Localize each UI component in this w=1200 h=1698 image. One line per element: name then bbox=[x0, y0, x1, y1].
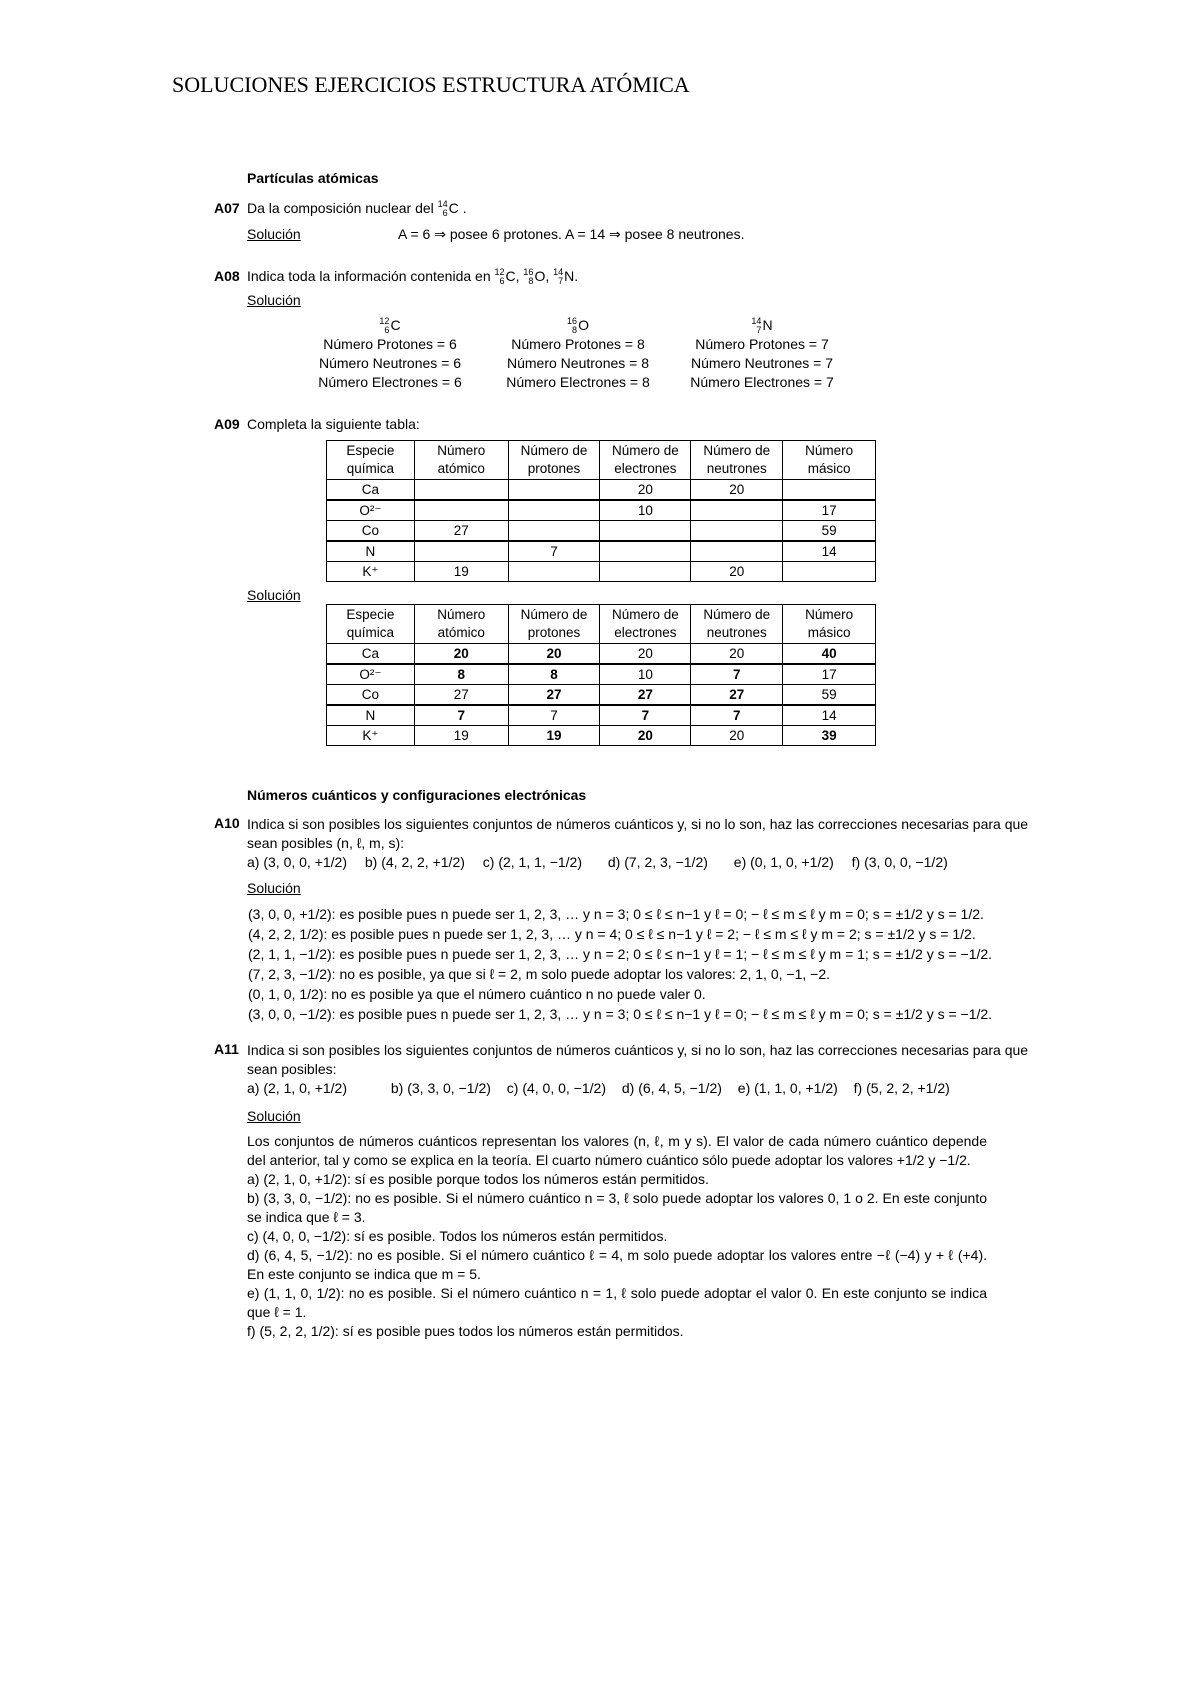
table-cell: 7 bbox=[508, 541, 600, 562]
table-cell bbox=[508, 480, 600, 501]
table-row bbox=[327, 541, 876, 562]
table-cell bbox=[414, 500, 508, 521]
table-cell: 19 bbox=[414, 726, 508, 746]
a09-question: Completa la siguiente tabla: bbox=[247, 416, 420, 432]
a10-question-line2: sean posibles (n, ℓ, m, s): bbox=[247, 835, 405, 851]
nuclide-notation: 14 6 bbox=[437, 199, 448, 219]
a08-question: Indica toda la información contenida en 12 6 C, 16 8 O, 14 7 N. bbox=[247, 267, 579, 287]
a10-option: e) (0, 1, 0, +1/2) bbox=[733, 854, 834, 870]
a08-solution-label: Solución bbox=[247, 292, 301, 308]
exercise-label-a07: A07 bbox=[214, 200, 240, 216]
a10-option: c) (2, 1, 1, −1/2) bbox=[482, 854, 582, 870]
a11-question-line2: sean posibles: bbox=[247, 1061, 337, 1077]
table-header-cell: Número atómico bbox=[414, 441, 508, 480]
a07-question: Da la composición nuclear del 14 6 C . bbox=[247, 199, 467, 219]
table-row bbox=[327, 562, 876, 582]
table-header-row bbox=[327, 605, 876, 644]
table-cell: Ca bbox=[327, 644, 415, 665]
table-cell: 27 bbox=[414, 685, 508, 706]
table-row bbox=[327, 705, 876, 726]
table-cell: 27 bbox=[508, 685, 600, 706]
table-cell: 59 bbox=[783, 685, 876, 706]
table-cell bbox=[508, 500, 600, 521]
a11-option: e) (1, 1, 0, +1/2) bbox=[737, 1080, 838, 1096]
a08-column-carbon: 12 6 C Número Protones = 6 Número Neutrones = 6 Número Electrones = 6 bbox=[318, 316, 462, 391]
table-cell bbox=[691, 521, 783, 542]
table-cell: 20 bbox=[600, 644, 691, 665]
nuclide-symbol: C bbox=[448, 200, 459, 216]
a10-solution-line: (3, 0, 0, +1/2): es posible pues n puede ser 1, 2, 3, … y n = 3; 0 ≤ ℓ ≤ n−1 y ℓ = 0; − ℓ ≤ m ≤ ℓ y m = 0; s = ±1/2 y s = 1/2. bbox=[248, 906, 984, 922]
table-cell: 10 bbox=[600, 664, 691, 685]
table-cell: 14 bbox=[783, 541, 876, 562]
table-header-cell: Especie química bbox=[327, 441, 415, 480]
table-cell: 20 bbox=[691, 644, 783, 665]
a11-question-line1: Indica si son posibles los siguientes conjuntos de números cuánticos y, si no lo son, haz las correcciones necesarias para que bbox=[247, 1042, 1029, 1058]
a10-option: a) (3, 0, 0, +1/2) bbox=[247, 854, 347, 870]
a10-option: b) (4, 2, 2, +1/2) bbox=[364, 854, 465, 870]
table-cell: O²⁻ bbox=[327, 664, 415, 685]
table-header-cell: Número atómico bbox=[414, 605, 508, 644]
table-cell bbox=[508, 521, 600, 542]
table-cell: O²⁻ bbox=[327, 500, 415, 521]
table-cell: Ca bbox=[327, 480, 415, 501]
table-header-cell: Número de electrones bbox=[600, 441, 691, 480]
a10-solution-line: (0, 1, 0, 1/2): no es posible ya que el número cuántico n no puede valer 0. bbox=[248, 986, 706, 1002]
table-cell bbox=[600, 521, 691, 542]
a11-option: c) (4, 0, 0, −1/2) bbox=[506, 1080, 606, 1096]
table-cell: 19 bbox=[414, 562, 508, 582]
table-row bbox=[327, 664, 876, 685]
a11-option: f) (5, 2, 2, +1/2) bbox=[853, 1080, 950, 1096]
table-header-cell: Número de neutrones bbox=[691, 441, 783, 480]
table-cell: 20 bbox=[691, 480, 783, 501]
table-cell: K⁺ bbox=[327, 562, 415, 582]
table-cell: 27 bbox=[414, 521, 508, 542]
a11-answer: a) (2, 1, 0, +1/2): sí es posible porque todos los números están permitidos. bbox=[247, 1171, 709, 1187]
a11-answer: b) (3, 3, 0, −1/2): no es posible. Si el número cuántico n = 3, ℓ solo puede adoptar los valores 0, 1 o 2. En este conjunto se indica que ℓ = 3. bbox=[247, 1190, 987, 1225]
a10-question-line1: Indica si son posibles los siguientes conjuntos de números cuánticos y, si no lo son, haz las correcciones necesarias para que bbox=[247, 816, 1029, 832]
a10-solution-line: (2, 1, 1, −1/2): es posible pues n puede ser 1, 2, 3, … y n = 2; 0 ≤ ℓ ≤ n−1 y ℓ = 1; − ℓ ≤ m ≤ ℓ y m = 1; s = ±1/2 y s = −1/2. bbox=[248, 946, 993, 962]
table-cell: N bbox=[327, 705, 415, 726]
table-header-cell: Número másico bbox=[783, 605, 876, 644]
a11-solution-intro: Los conjuntos de números cuánticos representan los valores (n, ℓ, m y s). El valor de cada número cuántico depende del anterior, tal y como se explica en la teoría. El cuarto número cuántico sólo puede adoptar los valores +1/2 y −1/2. bbox=[247, 1133, 987, 1168]
a10-option: f) (3, 0, 0, −1/2) bbox=[851, 854, 948, 870]
a11-options bbox=[247, 1079, 950, 1098]
table-header-row bbox=[327, 441, 876, 480]
section-heading-particles: Partículas atómicas bbox=[247, 170, 379, 186]
table-cell: 17 bbox=[783, 500, 876, 521]
table-header-cell: Número de neutrones bbox=[691, 605, 783, 644]
a07-solution-text: A = 6 ⇒ posee 6 protones. A = 14 ⇒ posee 8 neutrones. bbox=[398, 226, 745, 242]
table-cell: 20 bbox=[508, 644, 600, 665]
exercise-label-a08: A08 bbox=[214, 268, 240, 284]
table-cell bbox=[600, 562, 691, 582]
table-row bbox=[327, 480, 876, 501]
a11-solution-label: Solución bbox=[247, 1108, 301, 1124]
table-cell bbox=[783, 480, 876, 501]
table-cell: 19 bbox=[508, 726, 600, 746]
table-cell: 14 bbox=[783, 705, 876, 726]
a11-option: b) (3, 3, 0, −1/2) bbox=[390, 1080, 491, 1096]
a11-option: d) (6, 4, 5, −1/2) bbox=[621, 1080, 722, 1096]
table-cell: 8 bbox=[508, 664, 600, 685]
a11-option: a) (2, 1, 0, +1/2) bbox=[247, 1080, 347, 1096]
table-header-cell: Número de protones bbox=[508, 441, 600, 480]
page-title: SOLUCIONES EJERCICIOS ESTRUCTURA ATÓMICA bbox=[172, 72, 690, 97]
table-cell: 20 bbox=[600, 726, 691, 746]
table-cell bbox=[691, 500, 783, 521]
table-cell: Co bbox=[327, 685, 415, 706]
a11-answer: f) (5, 2, 2, 1/2): sí es posible pues todos los números están permitidos. bbox=[247, 1323, 684, 1339]
table-header-cell: Especie química bbox=[327, 605, 415, 644]
table-cell bbox=[600, 541, 691, 562]
table-cell: Co bbox=[327, 521, 415, 542]
table-cell: 10 bbox=[600, 500, 691, 521]
a11-answer: d) (6, 4, 5, −1/2): no es posible. Si el número cuántico ℓ = 4, m solo puede adoptar los valores entre −ℓ (−4) y + ℓ (+4). En este conjunto se indica que m = 5. bbox=[247, 1247, 987, 1282]
table-row bbox=[327, 521, 876, 542]
table-cell: 59 bbox=[783, 521, 876, 542]
a11-answer: e) (1, 1, 0, 1/2): no es posible. Si el número cuántico n = 1, ℓ solo puede adoptar el valor 0. En este conjunto se indica que ℓ = 1. bbox=[247, 1285, 987, 1320]
table-header-cell: Número de protones bbox=[508, 605, 600, 644]
table-cell bbox=[414, 541, 508, 562]
a10-options bbox=[247, 853, 948, 872]
a08-column-nitrogen: 14 7 N Número Protones = 7 Número Neutrones = 7 Número Electrones = 7 bbox=[690, 316, 834, 391]
table-row bbox=[327, 685, 876, 706]
table-cell: 20 bbox=[691, 562, 783, 582]
table-cell: 40 bbox=[783, 644, 876, 665]
table-cell: N bbox=[327, 541, 415, 562]
table-cell bbox=[691, 541, 783, 562]
table-cell: 27 bbox=[691, 685, 783, 706]
table-cell bbox=[414, 480, 508, 501]
table-cell: 7 bbox=[600, 705, 691, 726]
table-cell: 7 bbox=[691, 705, 783, 726]
table-cell: 20 bbox=[600, 480, 691, 501]
a10-solution-line: (3, 0, 0, −1/2): es posible pues n puede ser 1, 2, 3, … y n = 3; 0 ≤ ℓ ≤ n−1 y ℓ = 0; − ℓ ≤ m ≤ ℓ y m = 0; s = ±1/2 y s = −1/2. bbox=[248, 1006, 993, 1022]
a07-question-text: Da la composición nuclear del bbox=[247, 200, 434, 216]
a09-question-table bbox=[326, 440, 876, 582]
table-cell: 27 bbox=[600, 685, 691, 706]
a11-answer: c) (4, 0, 0, −1/2): sí es posible. Todos los números están permitidos. bbox=[247, 1228, 668, 1244]
a10-solution-line: (7, 2, 3, −1/2): no es posible, ya que si ℓ = 2, m solo puede adoptar los valores: 2, 1, 0, −1, −2. bbox=[248, 966, 830, 982]
a07-solution-label: Solución bbox=[247, 226, 301, 242]
a09-solution-table bbox=[326, 604, 876, 746]
exercise-label-a10: A10 bbox=[214, 815, 240, 831]
table-cell: 39 bbox=[783, 726, 876, 746]
a10-solution-label: Solución bbox=[247, 880, 301, 896]
a09-solution-label: Solución bbox=[247, 587, 301, 603]
a10-solution-line: (4, 2, 2, 1/2): es posible pues n puede ser 1, 2, 3, … y n = 4; 0 ≤ ℓ ≤ n−1 y ℓ = 2; − ℓ ≤ m ≤ ℓ y m = 2; s = ±1/2 y s = 1/2. bbox=[248, 926, 976, 942]
table-cell bbox=[508, 562, 600, 582]
table-cell: 20 bbox=[691, 726, 783, 746]
a08-column-oxygen: 16 8 O Número Protones = 8 Número Neutrones = 8 Número Electrones = 8 bbox=[506, 316, 650, 391]
table-row bbox=[327, 644, 876, 665]
table-cell: 7 bbox=[414, 705, 508, 726]
table-cell: 7 bbox=[508, 705, 600, 726]
table-cell: 17 bbox=[783, 664, 876, 685]
table-cell: 7 bbox=[691, 664, 783, 685]
table-row bbox=[327, 500, 876, 521]
table-header-cell: Número de electrones bbox=[600, 605, 691, 644]
table-cell: 8 bbox=[414, 664, 508, 685]
exercise-label-a09: A09 bbox=[214, 416, 240, 432]
table-header-cell: Número másico bbox=[783, 441, 876, 480]
table-cell bbox=[783, 562, 876, 582]
section-heading-quantum: Números cuánticos y configuraciones electrónicas bbox=[247, 787, 587, 803]
a10-option: d) (7, 2, 3, −1/2) bbox=[607, 854, 708, 870]
table-cell: 20 bbox=[414, 644, 508, 665]
exercise-label-a11: A11 bbox=[214, 1041, 239, 1057]
table-cell: K⁺ bbox=[327, 726, 415, 746]
table-row bbox=[327, 726, 876, 746]
